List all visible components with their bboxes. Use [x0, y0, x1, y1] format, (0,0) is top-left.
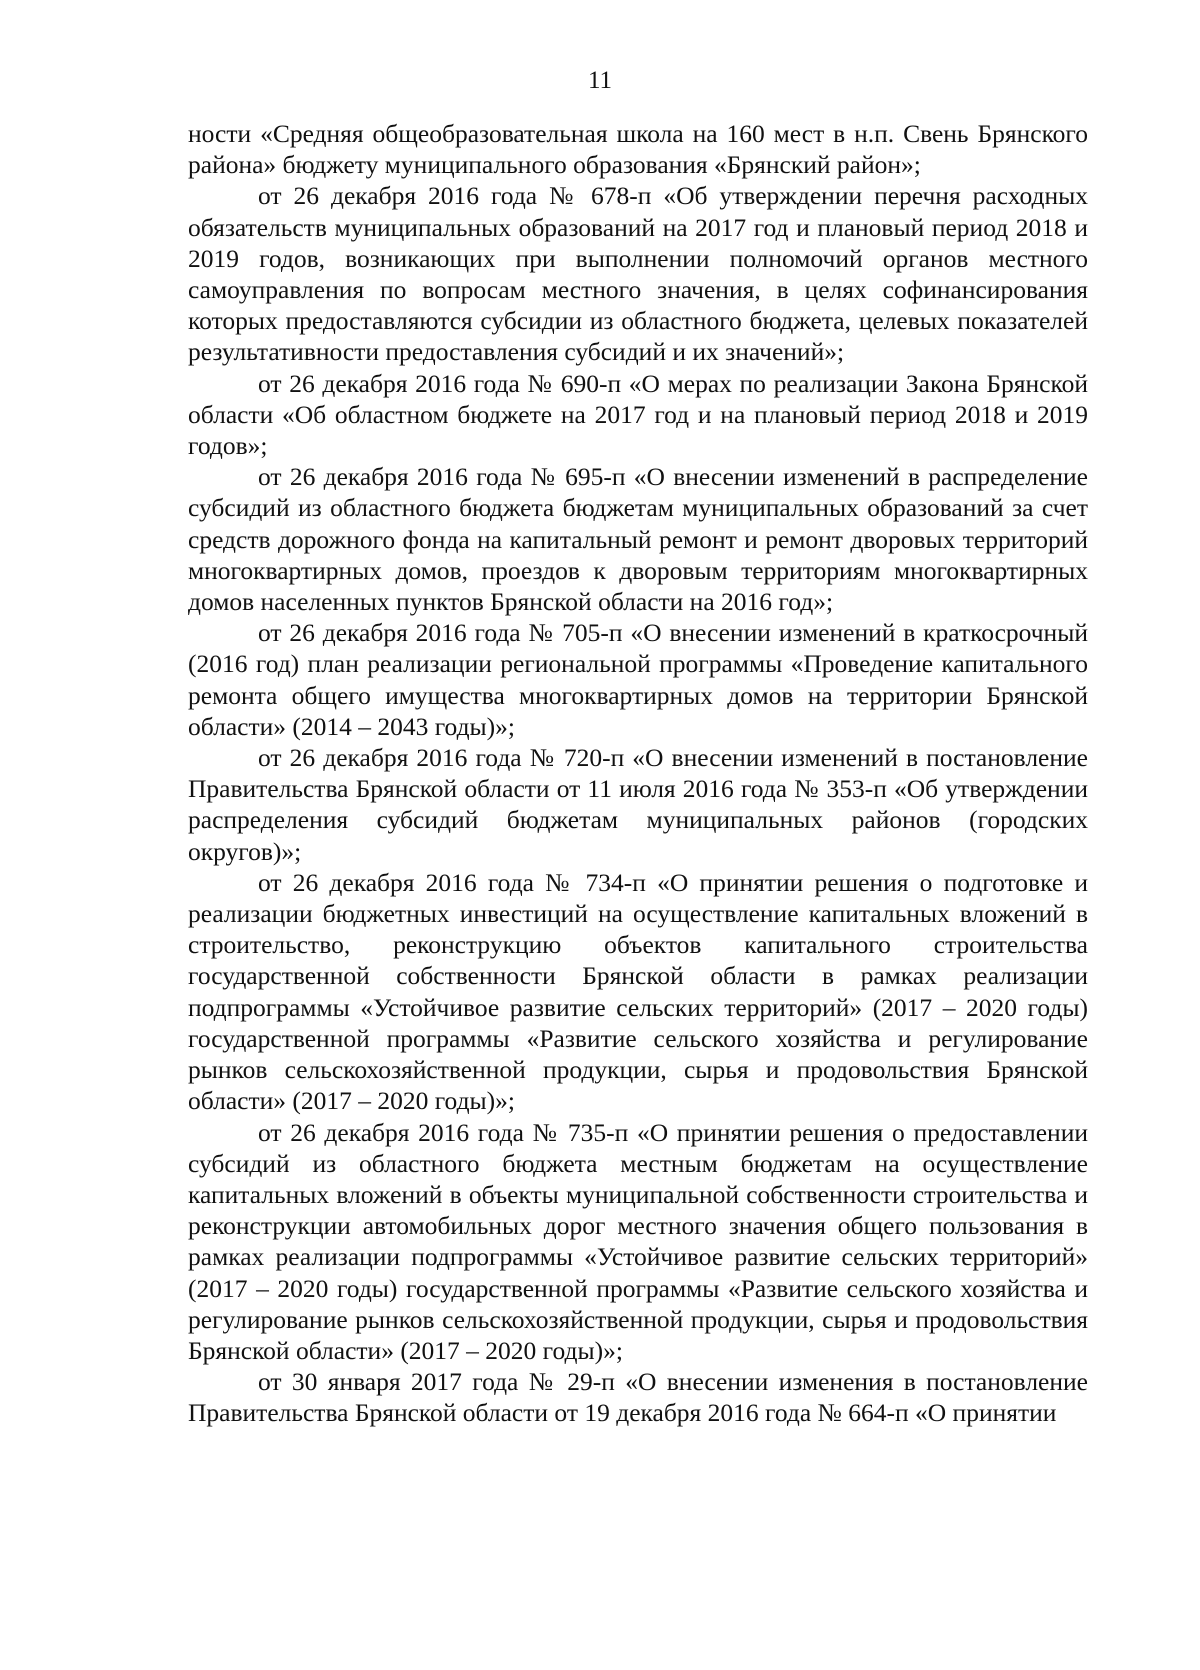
paragraph-resolution-695: от 26 декабря 2016 года № 695-п «О внесении изменений в распределение субсидий из областного бюджета бюджетам муниципальных образований за счет средств дорожного фонда на капитальный ремонт и ремонт дворовых территорий многоквартирных домов, проездов к дворовым территориям многоквартирных домов населенных пунктов Брянской области на 2016 год»;: [188, 462, 1088, 617]
paragraph-resolution-690: от 26 декабря 2016 года № 690-п «О мерах по реализации Закона Брянской области «Об областном бюджете на 2017 год и на плановый период 2018 и 2019 годов»;: [188, 368, 1088, 461]
paragraph-resolution-735: от 26 декабря 2016 года № 735-п «О принятии решения о предоставлении субсидий из областного бюджета местным бюджетам на осуществление капитальных вложений в объекты муниципальной собственности строительства и реконструкции автомобильных дорог местного значения общего пользования в рамках реализации подпрограммы «Устойчивое развитие сельских территорий» (2017 – 2020 годы) государственной программы «Развитие сельского хозяйства и регулирование рынков сельскохозяйственной продукции, сырья и продовольствия Брянской области» (2017 – 2020 годы)»;: [188, 1117, 1088, 1365]
paragraph-resolution-29: от 30 января 2017 года № 29-п «О внесении изменения в постановление Правительства Брянской области от 19 декабря 2016 года № 664-п «О принятии: [188, 1367, 1088, 1428]
paragraph-resolution-720: от 26 декабря 2016 года № 720-п «О внесении изменений в постановление Правительства Брянской области от 11 июля 2016 года № 353-п «Об утверждении распределения субсидий бюджетам муниципальных районов (городских округов)»;: [188, 743, 1088, 866]
paragraph-resolution-705: от 26 декабря 2016 года № 705-п «О внесении изменений в краткосрочный (2016 год) план реализации региональной программы «Проведение капитального ремонта общего имущества многоквартирных домов на территории Брянской области» (2014 – 2043 годы)»;: [188, 618, 1088, 741]
page-number: 11: [587, 67, 613, 94]
paragraph-continuation: ности «Средняя общеобразовательная школа на 160 мест в н.п. Свень Брянского района» бюджету муниципального образования «Брянский район»;: [188, 119, 1088, 180]
document-body: [188, 118, 1088, 1429]
paragraph-resolution-734: от 26 декабря 2016 года № 734-п «О принятии решения о подготовке и реализации бюджетных инвестиций на осуществление капитальных вложений в строительство, реконструкцию объектов капитального строительства государственной собственности Брянской области в рамках реализации подпрограммы «Устойчивое развитие сельских территорий» (2017 – 2020 годы) государственной программы «Развитие сельского хозяйства и регулирование рынков сельскохозяйственной продукции, сырья и продовольствия Брянской области» (2017 – 2020 годы)»;: [188, 867, 1088, 1116]
paragraph-resolution-678: от 26 декабря 2016 года № 678-п «Об утверждении перечня расходных обязательств муниципальных образований на 2017 год и плановый период 2018 и 2019 годов, возникающих при выполнении полномочий органов местного самоуправления по вопросам местного значения, в целях софинансирования которых предоставляются субсидии из областного бюджета, целевых показателей результативности предоставления субсидий и их значений»;: [188, 181, 1088, 367]
